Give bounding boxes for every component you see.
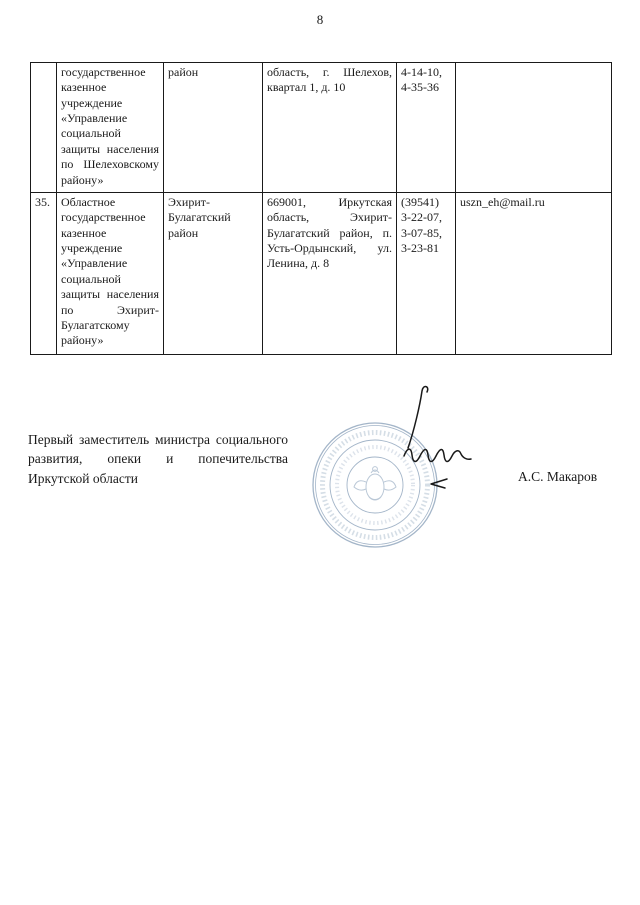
- cell-phone: (39541) 3-22-07, 3-07-85, 3-23-81: [397, 193, 456, 355]
- table-row-continuation: [31, 63, 612, 193]
- cell-institution-name: государственное казенное учреждение «Управление социальной защиты населения по Шелеховскому району»: [57, 63, 164, 193]
- table-row-35: [31, 193, 612, 355]
- page-number: 8: [316, 12, 324, 27]
- cell-address: 669001, Иркутская область, Эхирит-Булагатский район, п. Усть-Ордынский, ул. Ленина, д. 8: [263, 193, 397, 355]
- stamp-and-signature: [290, 382, 520, 560]
- cell-district: район: [164, 63, 263, 193]
- signatory-name: А.С. Макаров: [518, 469, 598, 484]
- cell-email: uszn_eh@mail.ru: [456, 193, 612, 355]
- cell-phone: 4-14-10, 4-35-36: [397, 63, 456, 193]
- stamp-emblem-icon: [354, 467, 396, 500]
- cell-email: [456, 63, 612, 193]
- cell-address: область, г. Шелехов, квартал 1, д. 10: [263, 63, 397, 193]
- official-stamp-icon: [313, 423, 437, 547]
- signatory-title: Первый заместитель министра социального развития, опеки и попечительства Иркутской области: [28, 432, 288, 486]
- cell-row-number: [31, 63, 57, 193]
- cell-row-number: 35.: [31, 193, 57, 355]
- institutions-table: [30, 62, 612, 355]
- cell-institution-name: Областное государственное казенное учреждение «Управление социальной защиты населения по Эхирит-Булагатскому району»: [57, 193, 164, 355]
- cell-district: Эхирит-Булагатский район: [164, 193, 263, 355]
